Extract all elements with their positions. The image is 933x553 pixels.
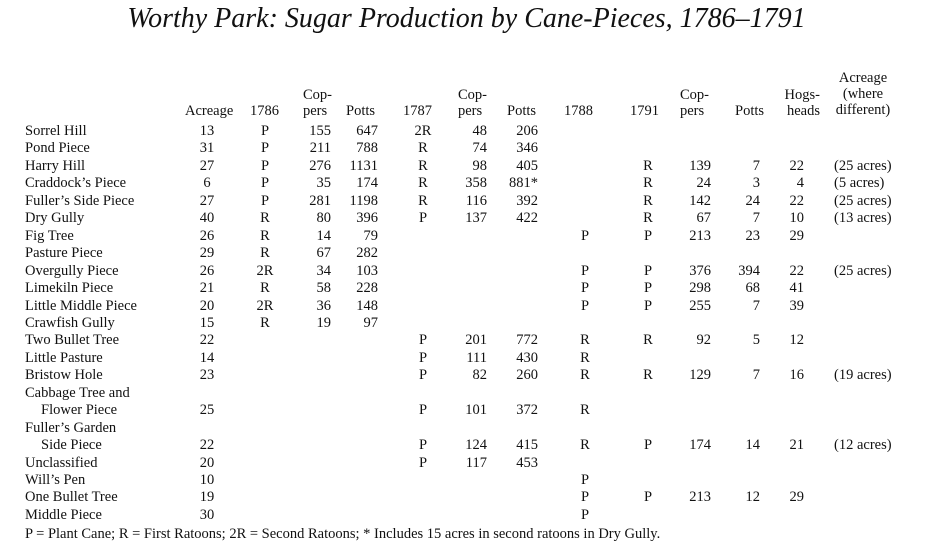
cell-pot3: 68 xyxy=(745,280,760,297)
cell-pot1: 396 xyxy=(356,210,378,227)
cell-y1786: R xyxy=(260,280,270,297)
cell-y1788: P xyxy=(580,227,590,244)
cell-cop3: 298 xyxy=(689,280,711,297)
row-name: Cabbage Tree and xyxy=(25,384,130,401)
header-1788: 1788 xyxy=(564,103,593,119)
cell-y1786: 2R xyxy=(256,297,274,314)
cell-pot3: 394 xyxy=(738,262,760,279)
row-name: Pond Piece xyxy=(25,140,90,157)
cell-diff: (12 acres) xyxy=(834,437,892,454)
cell-y1786: P xyxy=(260,175,270,192)
row-name: Side Piece xyxy=(41,437,102,454)
row-name: Middle Piece xyxy=(25,506,102,523)
cell-y1791: R xyxy=(643,332,653,349)
cell-pot2: 881* xyxy=(509,175,538,192)
cell-y1788: R xyxy=(580,349,590,366)
cell-pot2: 260 xyxy=(516,367,538,384)
cell-cop2: 117 xyxy=(465,454,487,471)
cell-cop3: 174 xyxy=(689,437,711,454)
cell-hogs: 4 xyxy=(796,175,804,192)
cell-pot3: 5 xyxy=(752,332,760,349)
cell-pot2: 346 xyxy=(516,140,538,157)
cell-cop1: 14 xyxy=(316,227,331,244)
cell-y1791: P xyxy=(643,280,653,297)
cell-hogs: 16 xyxy=(789,367,804,384)
cell-y1791: P xyxy=(643,437,653,454)
cell-cop1: 34 xyxy=(316,262,331,279)
cell-cop1: 58 xyxy=(316,280,331,297)
cell-y1786: R xyxy=(260,314,270,331)
cell-hogs: 12 xyxy=(789,332,804,349)
cell-y1791: P xyxy=(643,227,653,244)
cell-pot3: 23 xyxy=(745,227,760,244)
cell-y1786: P xyxy=(260,192,270,209)
cell-hogs: 10 xyxy=(789,210,804,227)
row-name: Limekiln Piece xyxy=(25,280,114,297)
cell-pot1: 97 xyxy=(363,314,378,331)
cell-pot2: 392 xyxy=(516,192,538,209)
cell-y1787: 2R xyxy=(414,123,432,139)
cell-y1788: R xyxy=(580,367,590,384)
header-potts-1791: Potts xyxy=(735,103,765,119)
cell-cop2: 111 xyxy=(466,349,487,366)
cell-diff: (25 acres) xyxy=(834,157,892,174)
cell-cop3: 213 xyxy=(689,489,711,506)
cell-cop1: 211 xyxy=(309,140,331,157)
cell-cop3: 213 xyxy=(689,227,711,244)
cell-pot1: 79 xyxy=(363,227,378,244)
cell-acreage: 31 xyxy=(199,140,215,157)
cell-pot2: 405 xyxy=(516,157,538,174)
cell-y1786: R xyxy=(260,245,270,262)
header-potts-1786: Potts xyxy=(346,103,376,119)
cell-hogs: 29 xyxy=(789,227,804,244)
cell-y1788: P xyxy=(580,262,590,279)
cell-cop3: 376 xyxy=(689,262,711,279)
cell-diff: (5 acres) xyxy=(834,175,885,192)
row-name: Dry Gully xyxy=(25,210,85,227)
cell-pot3: 7 xyxy=(752,157,760,174)
cell-y1791: R xyxy=(643,157,653,174)
cell-pot3: 3 xyxy=(752,175,760,192)
row-name: Harry Hill xyxy=(25,157,85,174)
cell-cop3: 142 xyxy=(689,192,711,209)
header-coppers-1786: Cop- pers xyxy=(303,87,332,119)
cell-y1791: P xyxy=(643,489,653,506)
cell-pot2: 422 xyxy=(516,210,538,227)
page-title: Worthy Park: Sugar Production by Cane-Pieces, 1786–1791 xyxy=(127,3,806,34)
cell-pot2: 372 xyxy=(516,402,538,419)
cell-hogs: 39 xyxy=(789,297,804,314)
cell-diff: (25 acres) xyxy=(834,262,892,279)
header-coppers-1791: Cop- pers xyxy=(680,87,709,119)
header-acreage-where-different: Acreage (where different) xyxy=(835,70,891,118)
header-hogsheads: Hogs- heads xyxy=(784,87,820,119)
footnote: P = Plant Cane; R = First Ratoons; 2R = Second Ratoons; * Includes 15 acres in second ratoons in Dry Gully. xyxy=(25,526,661,542)
cell-y1791: P xyxy=(643,262,653,279)
cell-y1788: P xyxy=(580,506,590,523)
row-name: Sorrel Hill xyxy=(25,123,87,139)
cell-pot3: 14 xyxy=(745,437,760,454)
cell-y1786: P xyxy=(260,157,270,174)
cell-cop1: 67 xyxy=(316,245,331,262)
cell-cop1: 80 xyxy=(316,210,331,227)
cell-pot3: 12 xyxy=(745,489,760,506)
cell-y1786: R xyxy=(260,210,270,227)
cell-acreage: 26 xyxy=(199,227,215,244)
header-1786: 1786 xyxy=(250,103,279,119)
cell-hogs: 22 xyxy=(789,192,804,209)
cell-diff: (13 acres) xyxy=(834,210,892,227)
cell-pot3: 7 xyxy=(752,297,760,314)
cell-acreage: 22 xyxy=(199,437,215,454)
cell-pot1: 228 xyxy=(356,280,378,297)
row-name: Little Middle Piece xyxy=(25,297,137,314)
cell-acreage: 40 xyxy=(199,210,215,227)
cell-cop2: 116 xyxy=(465,192,487,209)
cell-cop2: 48 xyxy=(472,123,487,139)
cell-cop3: 67 xyxy=(696,210,711,227)
cell-cop2: 98 xyxy=(472,157,487,174)
row-name: Bristow Hole xyxy=(25,367,103,384)
cell-pot3: 24 xyxy=(745,192,760,209)
cell-acreage: 10 xyxy=(199,472,215,488)
cell-y1786: 2R xyxy=(256,262,274,279)
cell-acreage: 6 xyxy=(203,175,211,192)
cell-acreage: 19 xyxy=(199,489,215,506)
cell-diff: (25 acres) xyxy=(834,192,892,209)
header-coppers-1787: Cop- pers xyxy=(458,87,487,119)
cell-y1788: R xyxy=(580,402,590,419)
cell-cop2: 82 xyxy=(472,367,487,384)
cell-y1787: P xyxy=(418,454,428,471)
cell-pot2: 415 xyxy=(516,437,538,454)
cell-cop3: 92 xyxy=(696,332,711,349)
cell-y1787: R xyxy=(418,175,428,192)
cell-hogs: 21 xyxy=(789,437,804,454)
cell-cop2: 358 xyxy=(465,175,487,192)
cell-cop3: 139 xyxy=(689,157,711,174)
cell-cop3: 255 xyxy=(689,297,711,314)
cell-acreage: 13 xyxy=(199,123,215,139)
cell-diff: (19 acres) xyxy=(834,367,892,384)
cell-pot1: 174 xyxy=(356,175,378,192)
cell-acreage: 30 xyxy=(199,506,215,523)
cell-cop3: 129 xyxy=(689,367,711,384)
cell-y1787: R xyxy=(418,192,428,209)
cell-y1787: P xyxy=(418,349,428,366)
cell-y1791: P xyxy=(643,297,653,314)
cell-y1788: R xyxy=(580,332,590,349)
cell-acreage: 22 xyxy=(199,332,215,349)
cell-cop1: 155 xyxy=(309,123,331,139)
cell-pot3: 7 xyxy=(752,367,760,384)
cell-y1788: R xyxy=(580,437,590,454)
cell-y1786: P xyxy=(260,140,270,157)
cell-pot1: 1131 xyxy=(349,157,378,174)
cell-pot2: 453 xyxy=(516,454,538,471)
cell-pot1: 148 xyxy=(356,297,378,314)
cell-hogs: 22 xyxy=(789,157,804,174)
cell-pot1: 1198 xyxy=(349,192,378,209)
cell-y1787: P xyxy=(418,367,428,384)
row-name: Crawfish Gully xyxy=(25,314,115,331)
cell-cop3: 24 xyxy=(696,175,711,192)
cell-acreage: 15 xyxy=(199,314,215,331)
cell-y1788: P xyxy=(580,280,590,297)
row-name: One Bullet Tree xyxy=(25,489,118,506)
cell-y1787: R xyxy=(418,157,428,174)
cell-acreage: 29 xyxy=(199,245,215,262)
cell-y1787: P xyxy=(418,402,428,419)
cell-y1787: R xyxy=(418,140,428,157)
cell-cop2: 201 xyxy=(465,332,487,349)
cell-y1786: P xyxy=(260,123,270,139)
row-name: Unclassified xyxy=(25,454,98,471)
row-name: Pasture Piece xyxy=(25,245,103,262)
cell-y1791: R xyxy=(643,192,653,209)
cell-cop1: 35 xyxy=(316,175,331,192)
header-1787: 1787 xyxy=(403,103,432,119)
row-name: Craddock’s Piece xyxy=(25,175,127,192)
cell-cop2: 137 xyxy=(465,210,487,227)
cell-cop2: 124 xyxy=(465,437,487,454)
cell-y1787: P xyxy=(418,210,428,227)
cell-cop1: 19 xyxy=(316,314,331,331)
cell-cop1: 276 xyxy=(309,157,331,174)
row-name: Fig Tree xyxy=(25,227,74,244)
header-1791: 1791 xyxy=(630,103,659,119)
cell-cop2: 101 xyxy=(465,402,487,419)
cell-y1791: R xyxy=(643,210,653,227)
cell-pot1: 647 xyxy=(356,123,378,139)
cell-pot1: 788 xyxy=(356,140,378,157)
cell-y1786: R xyxy=(260,227,270,244)
cell-acreage: 26 xyxy=(199,262,215,279)
row-name: Little Pasture xyxy=(25,349,103,366)
cell-pot1: 282 xyxy=(356,245,378,262)
cell-cop1: 36 xyxy=(316,297,331,314)
cell-pot2: 772 xyxy=(516,332,538,349)
cell-y1791: R xyxy=(643,175,653,192)
header-potts-1787: Potts xyxy=(507,103,537,119)
row-name: Will’s Pen xyxy=(25,472,86,488)
cell-acreage: 27 xyxy=(199,157,215,174)
row-name: Flower Piece xyxy=(41,402,118,419)
cell-y1788: P xyxy=(580,489,590,506)
cell-hogs: 41 xyxy=(789,280,804,297)
cell-pot3: 7 xyxy=(752,210,760,227)
row-name: Fuller’s Side Piece xyxy=(25,192,135,209)
cell-pot1: 103 xyxy=(356,262,378,279)
cell-pot2: 430 xyxy=(516,349,538,366)
row-name: Overgully Piece xyxy=(25,262,119,279)
cell-y1787: P xyxy=(418,332,428,349)
cell-acreage: 27 xyxy=(199,192,215,209)
cell-acreage: 14 xyxy=(199,349,215,366)
cell-acreage: 20 xyxy=(199,454,215,471)
cell-y1787: P xyxy=(418,437,428,454)
cell-y1791: R xyxy=(643,367,653,384)
cell-acreage: 23 xyxy=(199,367,215,384)
cell-hogs: 29 xyxy=(789,489,804,506)
row-name: Fuller’s Garden xyxy=(25,419,117,436)
cell-y1788: P xyxy=(580,472,590,488)
cell-acreage: 20 xyxy=(199,297,215,314)
cell-pot2: 206 xyxy=(516,123,538,139)
row-name: Two Bullet Tree xyxy=(25,332,120,349)
cell-cop1: 281 xyxy=(309,192,331,209)
cell-hogs: 22 xyxy=(789,262,804,279)
cell-acreage: 25 xyxy=(199,402,215,419)
cell-y1788: P xyxy=(580,297,590,314)
header-acreage: Acreage xyxy=(185,103,234,119)
cell-cop2: 74 xyxy=(472,140,487,157)
cell-acreage: 21 xyxy=(199,280,215,297)
